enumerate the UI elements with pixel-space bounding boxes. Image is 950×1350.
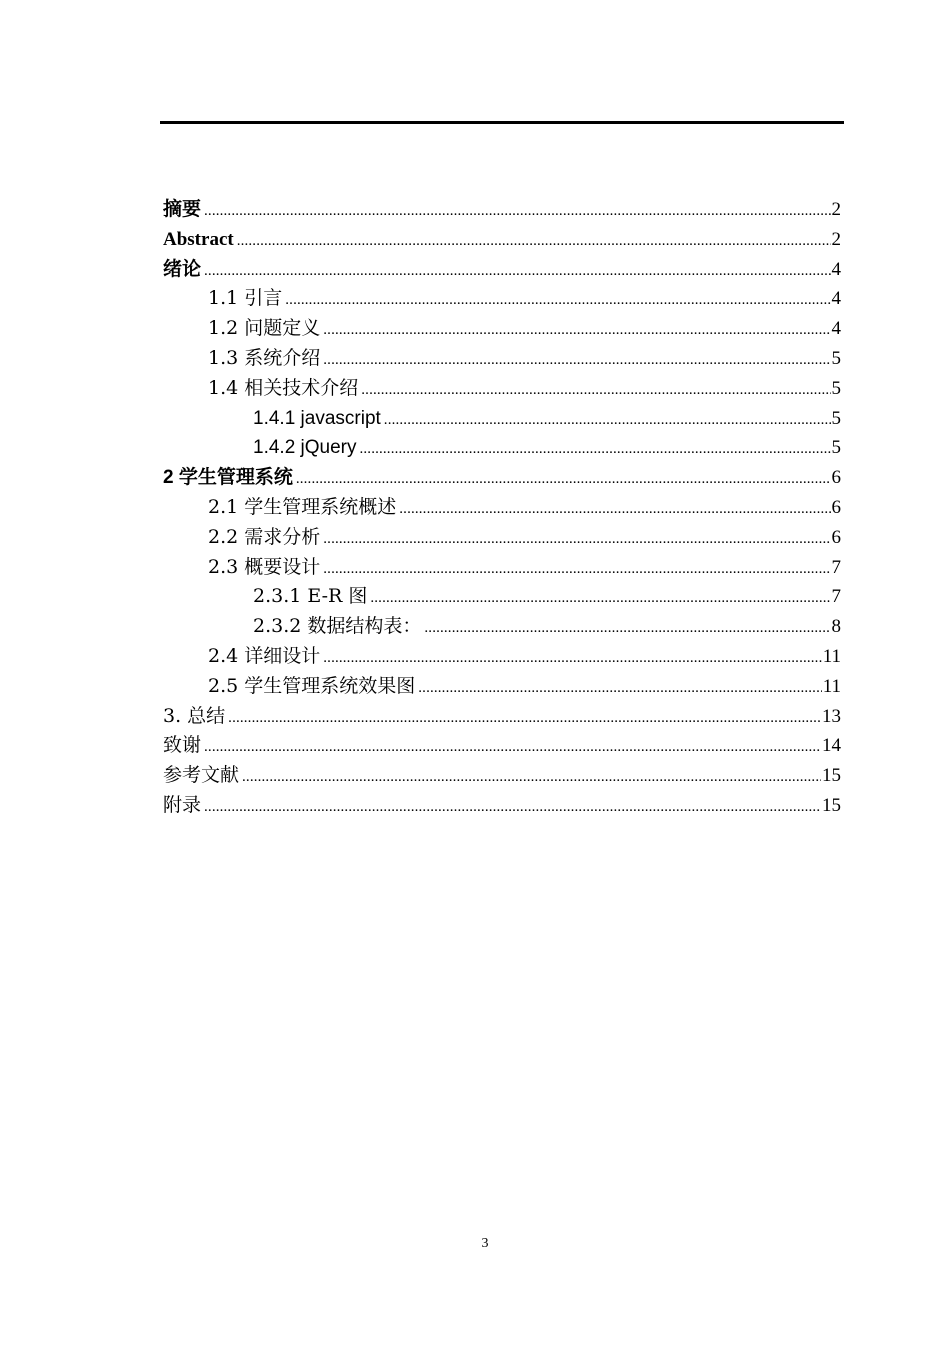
- toc-entry-page: 6: [831, 467, 841, 489]
- toc-dot-leader: [399, 495, 830, 525]
- toc-entry-title: 致谢: [163, 734, 202, 757]
- toc-dot-leader: [204, 793, 821, 823]
- toc-dot-leader: [323, 644, 821, 674]
- toc-entry-title: 3. 总结: [163, 704, 226, 727]
- toc-entry-page: 2: [831, 228, 841, 250]
- toc-dot-leader: [323, 316, 830, 346]
- toc-entry-page: 13: [822, 705, 841, 727]
- toc-entry-abstract-cn[interactable]: [163, 195, 841, 225]
- toc-entry-introduction[interactable]: [163, 255, 841, 285]
- toc-entry-2-5[interactable]: [163, 672, 841, 702]
- toc-entry-1-4-2[interactable]: [163, 433, 841, 463]
- toc-entry-title: 绪论: [163, 257, 202, 280]
- toc-entry-2-3[interactable]: [163, 553, 841, 583]
- toc-entry-1-1[interactable]: [163, 284, 841, 314]
- toc-entry-page: 7: [831, 586, 841, 608]
- toc-entry-1-3[interactable]: [163, 344, 841, 374]
- toc-entry-acknowledgements[interactable]: [163, 731, 841, 761]
- toc-entry-1-4[interactable]: [163, 374, 841, 404]
- toc-entry-title: 2.3.2 数据结构表：: [253, 615, 422, 638]
- toc-dot-leader: [424, 614, 830, 644]
- toc-entry-1-2[interactable]: [163, 314, 841, 344]
- toc-entry-page: 6: [831, 526, 841, 548]
- toc-entry-abstract-en[interactable]: [163, 225, 841, 255]
- toc-entry-2-3-2[interactable]: [163, 612, 841, 642]
- toc-entry-page: 14: [822, 735, 841, 757]
- toc-entry-page: 11: [822, 675, 841, 697]
- toc-entry-2-1[interactable]: [163, 493, 841, 523]
- toc-entry-title: 2 学生管理系统: [163, 467, 293, 489]
- toc-entry-1-4-1[interactable]: [163, 404, 841, 434]
- toc-dot-leader: [296, 465, 831, 495]
- toc-dot-leader: [237, 227, 831, 257]
- toc-entry-title: 参考文献: [163, 764, 240, 787]
- toc-entry-page: 15: [822, 794, 841, 816]
- toc-entry-title: 2.2 需求分析: [208, 525, 321, 548]
- toc-entry-title: 附录: [163, 793, 202, 816]
- toc-entry-chapter-2[interactable]: [163, 463, 841, 493]
- toc-entry-page: 6: [831, 496, 841, 518]
- header-rule: [160, 121, 844, 124]
- toc-entry-title: 1.3 系统介绍: [208, 346, 321, 369]
- toc-entry-page: 5: [831, 347, 841, 369]
- toc-entry-page: 4: [831, 258, 841, 280]
- toc-entry-page: 5: [831, 377, 841, 399]
- toc-entry-title: 1.4.2 jQuery: [253, 437, 357, 459]
- toc-dot-leader: [242, 763, 821, 793]
- toc-dot-leader: [323, 346, 830, 376]
- toc-dot-leader: [204, 733, 821, 763]
- toc-entry-references[interactable]: [163, 761, 841, 791]
- toc-entry-title: 1.4 相关技术介绍: [208, 376, 359, 399]
- toc-entry-page: 4: [831, 288, 841, 310]
- toc-entry-page: 11: [822, 645, 841, 667]
- toc-dot-leader: [360, 435, 831, 465]
- toc-entry-title: 2.3.1 E-R 图: [253, 585, 368, 608]
- toc-entry-page: 15: [822, 765, 841, 787]
- toc-entry-title: 2.5 学生管理系统效果图: [208, 674, 416, 697]
- toc-entry-2-4[interactable]: [163, 642, 841, 672]
- toc-entry-title: 1.4.1 javascript: [253, 407, 381, 429]
- toc-dot-leader: [323, 555, 830, 585]
- toc-entry-2-3-1[interactable]: [163, 582, 841, 612]
- toc-entry-page: 8: [831, 616, 841, 638]
- toc-dot-leader: [228, 704, 821, 734]
- toc-entry-title: 摘要: [163, 198, 202, 220]
- toc-entry-chapter-3[interactable]: [163, 702, 841, 732]
- toc-dot-leader: [384, 406, 831, 436]
- table-of-contents: [163, 195, 841, 821]
- toc-dot-leader: [323, 525, 830, 555]
- toc-dot-leader: [370, 584, 830, 614]
- toc-entry-appendix[interactable]: [163, 791, 841, 821]
- toc-dot-leader: [204, 257, 830, 287]
- toc-dot-leader: [285, 286, 830, 316]
- toc-entry-title: 2.1 学生管理系统概述: [208, 495, 397, 518]
- toc-dot-leader: [361, 376, 830, 406]
- toc-entry-title: 1.2 问题定义: [208, 317, 321, 340]
- toc-entry-title: Abstract: [163, 228, 234, 250]
- toc-entry-page: 5: [831, 407, 841, 429]
- toc-entry-2-2[interactable]: [163, 523, 841, 553]
- toc-entry-title: 2.3 概要设计: [208, 555, 321, 578]
- toc-dot-leader: [418, 674, 821, 704]
- page-number: 3: [481, 1236, 489, 1251]
- toc-entry-title: 2.4 详细设计: [208, 644, 321, 667]
- toc-entry-page: 5: [831, 437, 841, 459]
- toc-entry-page: 7: [831, 556, 841, 578]
- toc-entry-page: 4: [831, 318, 841, 340]
- toc-entry-page: 2: [831, 199, 841, 220]
- toc-entry-title: 1.1 引言: [208, 287, 283, 310]
- toc-dot-leader: [204, 197, 830, 227]
